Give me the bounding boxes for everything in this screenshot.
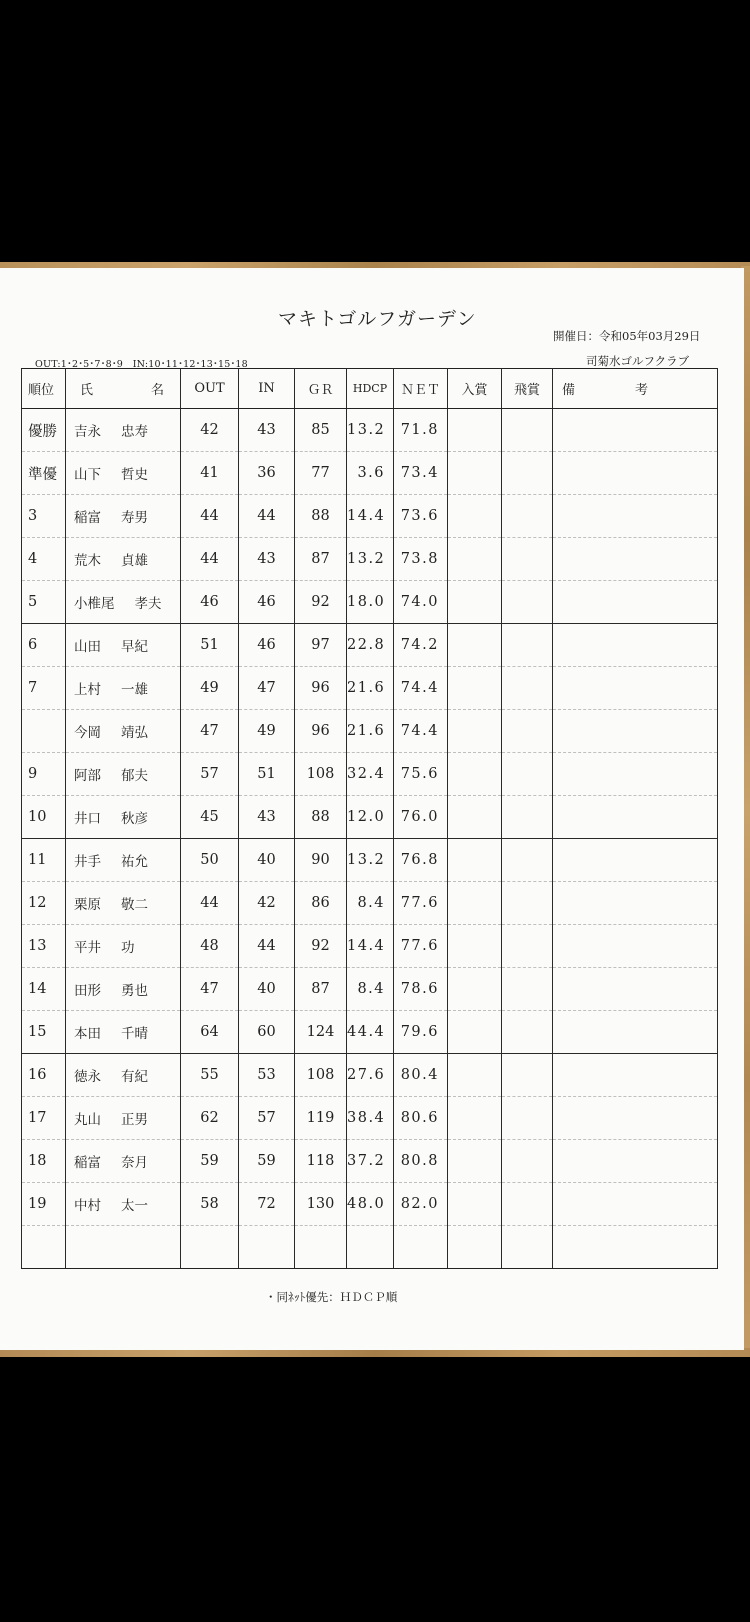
in-score-cell: 40 [239,968,295,1011]
flying-prize-cell [502,667,553,710]
flying-prize-cell [502,581,553,624]
prize-cell [448,710,502,753]
flying-prize-cell [502,409,553,452]
table-row [22,796,718,839]
prize-cell [448,839,502,882]
prize-cell [448,968,502,1011]
table-row [22,1054,718,1097]
table-row [22,925,718,968]
prize-cell [448,667,502,710]
rank-cell: 15 [22,1011,66,1054]
hdcp-cell: 13.2 [347,409,394,452]
col-hdcp: HDCP [347,369,394,409]
given-name: 孝夫 [134,596,162,612]
col-out: OUT [181,369,239,409]
gross-score-cell: 92 [295,581,347,624]
prize-cell [448,1097,502,1140]
prize-cell [448,581,502,624]
gross-score-cell: 90 [295,839,347,882]
player-name-cell [66,1011,181,1054]
net-score-cell: 82.0 [394,1183,448,1226]
table-row [22,710,718,753]
remarks-cell [553,1097,718,1140]
col-name [66,369,181,409]
remarks-cell [553,495,718,538]
table-row [22,667,718,710]
net-score-cell: 73.6 [394,495,448,538]
flying-prize-cell [502,1140,553,1183]
prize-cell [448,495,502,538]
in-score-cell: 53 [239,1054,295,1097]
family-name: 丸山 [74,1112,101,1128]
given-name: 勇也 [121,983,148,999]
prize-cell [448,1140,502,1183]
remarks-cell [553,1226,718,1269]
out-score-cell: 42 [181,409,239,452]
in-score-cell: 46 [239,581,295,624]
flying-prize-cell [502,452,553,495]
col-net: ＮＥＴ [394,369,448,409]
family-name: 小椎尾 [74,596,115,612]
hdcp-cell: 27.6 [347,1054,394,1097]
rank-cell: 12 [22,882,66,925]
table-header-row [22,369,718,409]
family-name: 本田 [74,1026,101,1042]
gross-score-cell: 96 [295,710,347,753]
given-name: 敬二 [121,897,148,913]
player-name-cell [66,882,181,925]
flying-prize-cell [502,882,553,925]
family-name: 山下 [74,467,101,483]
gross-score-cell: 96 [295,667,347,710]
col-prize: 入賞 [448,369,502,409]
net-score-cell: 71.8 [394,409,448,452]
table-row [22,839,718,882]
gross-score-cell: 77 [295,452,347,495]
out-score-cell: 64 [181,1011,239,1054]
out-score-cell: 45 [181,796,239,839]
net-score-cell: 74.2 [394,624,448,667]
hdcp-cell: 37.2 [347,1140,394,1183]
family-name: 井口 [74,811,101,827]
col-name-given: 名 [151,383,165,398]
given-name: 一雄 [121,682,148,698]
out-score-cell: 58 [181,1183,239,1226]
in-score-cell: 72 [239,1183,295,1226]
table-row [22,538,718,581]
flying-prize-cell [502,796,553,839]
net-score-cell: 73.4 [394,452,448,495]
holes-note: OUT:1･2･5･7･8･9 IN:10･11･12･13･15･18 [35,359,248,370]
gross-score-cell: 118 [295,1140,347,1183]
table-row [22,1183,718,1226]
out-score-cell: 44 [181,495,239,538]
prize-cell [448,624,502,667]
out-score-cell: 47 [181,710,239,753]
rank-cell: 9 [22,753,66,796]
given-name: 忠寿 [121,424,148,440]
flying-prize-cell [502,968,553,1011]
given-name: 郁夫 [121,768,148,784]
prize-cell [448,796,502,839]
gross-score-cell [295,1226,347,1269]
remarks-cell [553,796,718,839]
prize-cell [448,1054,502,1097]
hdcp-cell: 13.2 [347,538,394,581]
in-score-cell: 49 [239,710,295,753]
in-score-cell: 36 [239,452,295,495]
player-name-cell [66,1054,181,1097]
family-name: 山田 [74,639,101,655]
hdcp-cell: 38.4 [347,1097,394,1140]
flying-prize-cell [502,839,553,882]
flying-prize-cell [502,1097,553,1140]
out-score-cell: 49 [181,667,239,710]
col-in: IN [239,369,295,409]
out-score-cell: 55 [181,1054,239,1097]
hdcp-cell: 8.4 [347,968,394,1011]
family-name: 栗原 [74,897,101,913]
rank-cell: 準優 [22,452,66,495]
in-score-cell: 43 [239,538,295,581]
out-score-cell: 51 [181,624,239,667]
given-name: 貞雄 [121,553,148,569]
flying-prize-cell [502,624,553,667]
table-row [22,1226,718,1269]
remarks-cell [553,1140,718,1183]
remarks-cell [553,581,718,624]
remarks-cell [553,710,718,753]
hdcp-cell: 14.4 [347,925,394,968]
player-name-cell [66,839,181,882]
prize-cell [448,452,502,495]
in-score-cell: 60 [239,1011,295,1054]
hdcp-cell: 48.0 [347,1183,394,1226]
net-score-cell [394,1226,448,1269]
player-name-cell [66,624,181,667]
rank-cell: 14 [22,968,66,1011]
page-title: マキトゴルフガーデン [278,308,477,330]
table-row [22,1097,718,1140]
hdcp-cell: 32.4 [347,753,394,796]
table-row [22,968,718,1011]
remarks-cell [553,882,718,925]
rank-cell: 16 [22,1054,66,1097]
in-score-cell: 43 [239,796,295,839]
player-name-cell [66,753,181,796]
table-row [22,581,718,624]
net-score-cell: 77.6 [394,882,448,925]
hdcp-cell: 13.2 [347,839,394,882]
col-rank: 順位 [22,369,66,409]
given-name: 太一 [121,1198,148,1214]
in-score-cell: 51 [239,753,295,796]
player-name-cell [66,1140,181,1183]
out-score-cell: 44 [181,882,239,925]
out-score-cell [181,1226,239,1269]
out-score-cell: 47 [181,968,239,1011]
rank-cell: 優勝 [22,409,66,452]
net-score-cell: 80.4 [394,1054,448,1097]
remarks-cell [553,925,718,968]
hdcp-cell: 14.4 [347,495,394,538]
rank-cell [22,1226,66,1269]
flying-prize-cell [502,925,553,968]
in-score-cell: 59 [239,1140,295,1183]
player-name-cell [66,667,181,710]
in-score-cell: 46 [239,624,295,667]
table-row [22,1011,718,1054]
rank-cell: 19 [22,1183,66,1226]
player-name-cell [66,1226,181,1269]
remarks-cell [553,1183,718,1226]
family-name: 稲富 [74,510,101,526]
col-flying-prize: 飛賞 [502,369,553,409]
given-name: 哲史 [121,467,148,483]
in-score-cell: 47 [239,667,295,710]
remarks-cell [553,839,718,882]
prize-cell [448,1011,502,1054]
in-score-cell: 44 [239,925,295,968]
remarks-cell [553,1054,718,1097]
family-name: 荒木 [74,553,101,569]
player-name-cell [66,495,181,538]
rank-cell: 17 [22,1097,66,1140]
rank-cell [22,710,66,753]
hdcp-cell: 8.4 [347,882,394,925]
player-name-cell [66,1183,181,1226]
player-name-cell [66,409,181,452]
hdcp-cell: 44.4 [347,1011,394,1054]
net-score-cell: 78.6 [394,968,448,1011]
table-row [22,1140,718,1183]
gross-score-cell: 119 [295,1097,347,1140]
out-score-cell: 46 [181,581,239,624]
prize-cell [448,753,502,796]
flying-prize-cell [502,1183,553,1226]
in-score-cell: 42 [239,882,295,925]
out-score-cell: 41 [181,452,239,495]
given-name: 靖弘 [121,725,148,741]
rank-cell: 13 [22,925,66,968]
remarks-cell [553,409,718,452]
flying-prize-cell [502,495,553,538]
hdcp-cell: 12.0 [347,796,394,839]
prize-cell [448,1226,502,1269]
out-score-cell: 62 [181,1097,239,1140]
rank-cell: 11 [22,839,66,882]
player-name-cell [66,710,181,753]
gross-score-cell: 124 [295,1011,347,1054]
net-score-cell: 76.0 [394,796,448,839]
flying-prize-cell [502,1011,553,1054]
player-name-cell [66,796,181,839]
table-row [22,624,718,667]
given-name: 寿男 [121,510,148,526]
player-name-cell [66,581,181,624]
prize-cell [448,409,502,452]
table-row [22,409,718,452]
net-score-cell: 74.4 [394,667,448,710]
player-name-cell [66,1097,181,1140]
out-score-cell: 48 [181,925,239,968]
family-name: 中村 [74,1198,101,1214]
gross-score-cell: 88 [295,796,347,839]
family-name: 吉永 [74,424,101,440]
net-score-cell: 74.4 [394,710,448,753]
gross-score-cell: 130 [295,1183,347,1226]
net-score-cell: 80.8 [394,1140,448,1183]
out-score-cell: 44 [181,538,239,581]
table-row [22,495,718,538]
gross-score-cell: 108 [295,753,347,796]
net-score-cell: 79.6 [394,1011,448,1054]
rank-cell: 5 [22,581,66,624]
remarks-cell [553,452,718,495]
net-score-cell: 74.0 [394,581,448,624]
net-score-cell: 76.8 [394,839,448,882]
hdcp-cell: 22.8 [347,624,394,667]
remarks-cell [553,667,718,710]
player-name-cell [66,452,181,495]
results-table [21,368,718,1269]
gross-score-cell: 97 [295,624,347,667]
remarks-cell [553,1011,718,1054]
family-name: 徳永 [74,1069,101,1085]
prize-cell [448,538,502,581]
given-name: 千晴 [121,1026,148,1042]
gross-score-cell: 88 [295,495,347,538]
in-score-cell: 40 [239,839,295,882]
flying-prize-cell [502,753,553,796]
remarks-cell [553,538,718,581]
flying-prize-cell [502,710,553,753]
gross-score-cell: 108 [295,1054,347,1097]
rank-cell: 7 [22,667,66,710]
family-name: 田形 [74,983,101,999]
hdcp-cell [347,1226,394,1269]
given-name: 秋彦 [121,811,148,827]
prize-cell [448,925,502,968]
flying-prize-cell [502,538,553,581]
hdcp-cell: 21.6 [347,710,394,753]
hdcp-cell: 3.6 [347,452,394,495]
player-name-cell [66,538,181,581]
venue-name: 司菊水ゴルフクラブ [586,354,690,368]
rank-cell: 10 [22,796,66,839]
remarks-cell [553,968,718,1011]
family-name: 上村 [74,682,101,698]
flying-prize-cell [502,1054,553,1097]
col-gr: ＧＲ [295,369,347,409]
player-name-cell [66,968,181,1011]
net-score-cell: 73.8 [394,538,448,581]
given-name: 祐允 [121,854,148,870]
in-score-cell: 57 [239,1097,295,1140]
given-name: 正男 [121,1112,148,1128]
family-name: 阿部 [74,768,101,784]
family-name: 今岡 [74,725,101,741]
footer-note: ・同ﾈｯﾄ優先：ＨＤＣＰ順 [265,1290,398,1304]
gross-score-cell: 85 [295,409,347,452]
hdcp-cell: 18.0 [347,581,394,624]
given-name: 有紀 [121,1069,148,1085]
given-name: 奈月 [121,1155,148,1171]
table-row [22,753,718,796]
family-name: 平井 [74,940,101,956]
rank-cell: 18 [22,1140,66,1183]
table-row [22,882,718,925]
flying-prize-cell [502,1226,553,1269]
in-score-cell [239,1226,295,1269]
gross-score-cell: 92 [295,925,347,968]
net-score-cell: 75.6 [394,753,448,796]
in-score-cell: 43 [239,409,295,452]
table-row [22,452,718,495]
rank-cell: 4 [22,538,66,581]
net-score-cell: 77.6 [394,925,448,968]
given-name: 早紀 [121,639,148,655]
prize-cell [448,882,502,925]
out-score-cell: 57 [181,753,239,796]
rank-cell: 3 [22,495,66,538]
col-name-family: 氏 [80,383,94,398]
remarks-cell [553,624,718,667]
in-score-cell: 44 [239,495,295,538]
col-remarks: 備考 [553,369,718,409]
gross-score-cell: 86 [295,882,347,925]
family-name: 井手 [74,854,101,870]
remarks-cell [553,753,718,796]
hdcp-cell: 21.6 [347,667,394,710]
family-name: 稲富 [74,1155,101,1171]
rank-cell: 6 [22,624,66,667]
out-score-cell: 59 [181,1140,239,1183]
player-name-cell [66,925,181,968]
net-score-cell: 80.6 [394,1097,448,1140]
out-score-cell: 50 [181,839,239,882]
gross-score-cell: 87 [295,538,347,581]
event-date: 開催日：令和05年03月29日 [553,329,701,343]
given-name: 功 [121,940,135,956]
prize-cell [448,1183,502,1226]
gross-score-cell: 87 [295,968,347,1011]
